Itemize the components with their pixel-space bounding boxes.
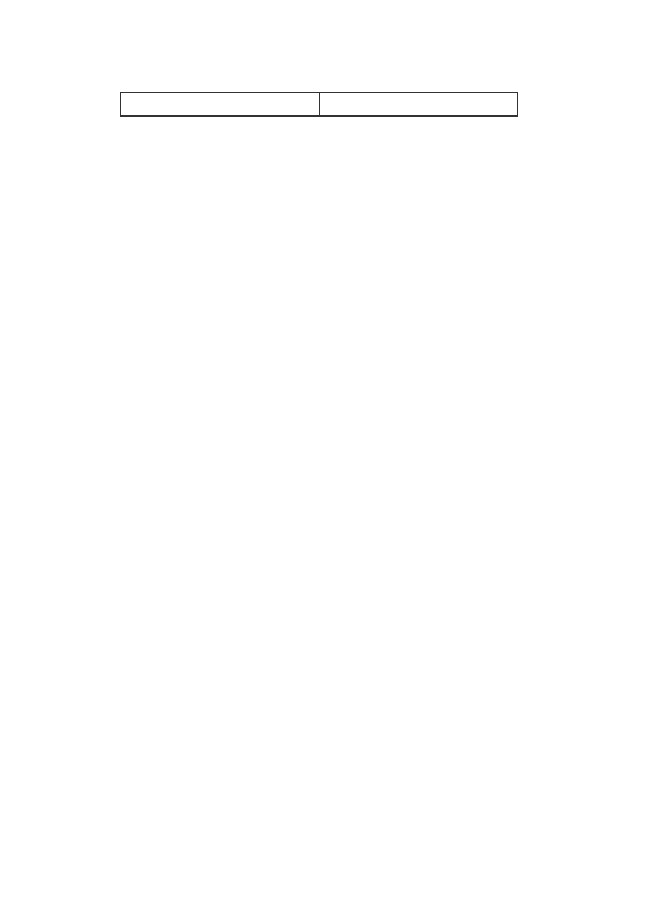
table-header-row [121,93,518,117]
results-table [120,92,518,117]
page-content [82,78,588,133]
column-header-product [121,93,320,117]
column-header-result [319,93,518,117]
